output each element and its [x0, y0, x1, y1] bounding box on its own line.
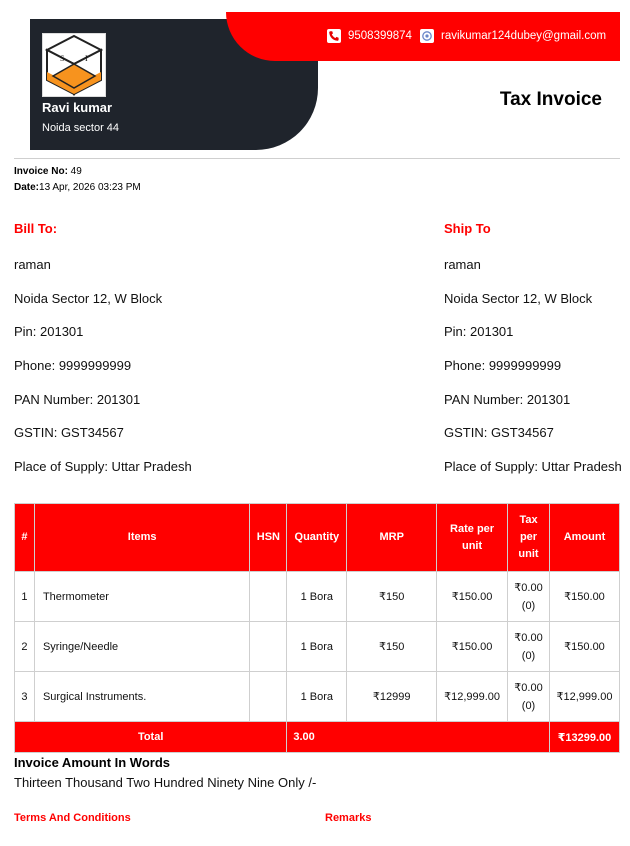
column-header-amount: Amount — [549, 504, 619, 572]
logo-letter-s: S — [60, 54, 65, 63]
company-logo — [42, 33, 106, 97]
ship-to-name: raman — [444, 257, 481, 272]
table-row — [15, 622, 620, 672]
bill-to-name: raman — [14, 257, 51, 272]
row-number: 1 — [15, 572, 35, 622]
bill-to-phone: Phone: 9999999999 — [14, 358, 132, 374]
item-name: Surgical Instruments. — [34, 672, 249, 722]
row-number: 2 — [15, 622, 35, 672]
item-amount: ₹12,999.00 — [549, 672, 619, 722]
table-total-row — [15, 722, 620, 753]
amount-in-words: Thirteen Thousand Two Hundred Ninety Nine Only /- — [14, 775, 317, 790]
bill-to-block — [14, 221, 192, 493]
column-header-number: # — [15, 504, 35, 572]
invoice-date-label: Date: — [14, 182, 40, 193]
item-hsn — [250, 622, 287, 672]
total-amount: ₹13299.00 — [549, 722, 619, 753]
item-quantity: 1 Bora — [287, 572, 347, 622]
ship-to-title: Ship To — [444, 221, 491, 236]
bill-to-gstin: GSTIN: GST34567 — [14, 425, 124, 441]
column-header-rate: Rate per unit — [437, 504, 508, 572]
contact-phone — [327, 29, 412, 43]
ship-to-pin: Pin: 201301 — [444, 324, 514, 340]
bill-to-title: Bill To: — [14, 221, 58, 236]
table-header-row — [15, 504, 620, 572]
invoice-number-label: Invoice No: — [14, 166, 68, 177]
total-quantity: 3.00 — [287, 722, 550, 753]
item-quantity: 1 Bora — [287, 622, 347, 672]
ship-to-gstin: GSTIN: GST34567 — [444, 425, 554, 441]
item-mrp: ₹150 — [347, 622, 437, 672]
item-hsn — [250, 572, 287, 622]
bill-to-street: Noida Sector 12, W Block — [14, 290, 163, 306]
column-header-tax: Tax per unit — [508, 504, 550, 572]
header-divider — [14, 158, 620, 159]
item-rate: ₹150.00 — [437, 622, 508, 672]
item-amount: ₹150.00 — [549, 622, 619, 672]
terms-and-conditions-label: Terms And Conditions — [14, 812, 131, 824]
item-mrp: ₹12999 — [347, 672, 437, 722]
items-table — [14, 503, 620, 753]
contact-email — [420, 29, 606, 43]
table-row — [15, 672, 620, 722]
column-header-hsn: HSN — [250, 504, 287, 572]
invoice-date: 13 Apr, 2026 03:23 PM — [39, 182, 141, 193]
logo-letter-i: I — [85, 54, 88, 63]
phone-icon — [327, 29, 341, 43]
company-name: Ravi kumar — [42, 100, 113, 115]
ship-to-street: Noida Sector 12, W Block — [444, 290, 593, 306]
item-tax: ₹0.00 (0) — [508, 622, 550, 672]
column-header-items: Items — [34, 504, 249, 572]
table-row — [15, 572, 620, 622]
row-number: 3 — [15, 672, 35, 722]
remarks-label: Remarks — [325, 812, 372, 824]
item-tax: ₹0.00 (0) — [508, 672, 550, 722]
invoice-number-line — [14, 166, 82, 177]
ship-to-block — [444, 221, 622, 493]
column-header-mrp: MRP — [347, 504, 437, 572]
total-label: Total — [15, 722, 287, 753]
item-mrp: ₹150 — [347, 572, 437, 622]
item-name: Syringe/Needle — [34, 622, 249, 672]
document-title: Tax Invoice — [499, 89, 602, 110]
email-icon — [420, 29, 434, 43]
bill-to-place-of-supply: Place of Supply: Uttar Pradesh — [14, 459, 192, 475]
company-address: Noida sector 44 — [42, 122, 120, 134]
item-amount: ₹150.00 — [549, 572, 619, 622]
amount-in-words-title: Invoice Amount In Words — [14, 755, 171, 770]
bill-to-pan: PAN Number: 201301 — [14, 391, 141, 407]
ship-to-pan: PAN Number: 201301 — [444, 391, 571, 407]
invoice-date-line — [14, 182, 141, 193]
item-quantity: 1 Bora — [287, 672, 347, 722]
item-hsn — [250, 672, 287, 722]
item-tax: ₹0.00 (0) — [508, 572, 550, 622]
invoice-number: 49 — [67, 166, 82, 177]
item-name: Thermometer — [34, 572, 249, 622]
item-rate: ₹12,999.00 — [437, 672, 508, 722]
item-rate: ₹150.00 — [437, 572, 508, 622]
ship-to-place-of-supply: Place of Supply: Uttar Pradesh — [444, 459, 622, 475]
email-address: ravikumar124dubey@gmail.com — [441, 30, 607, 42]
phone-number: 9508399874 — [348, 30, 412, 42]
ship-to-phone: Phone: 9999999999 — [444, 358, 562, 374]
bill-to-pin: Pin: 201301 — [14, 324, 84, 340]
column-header-quantity: Quantity — [287, 504, 347, 572]
